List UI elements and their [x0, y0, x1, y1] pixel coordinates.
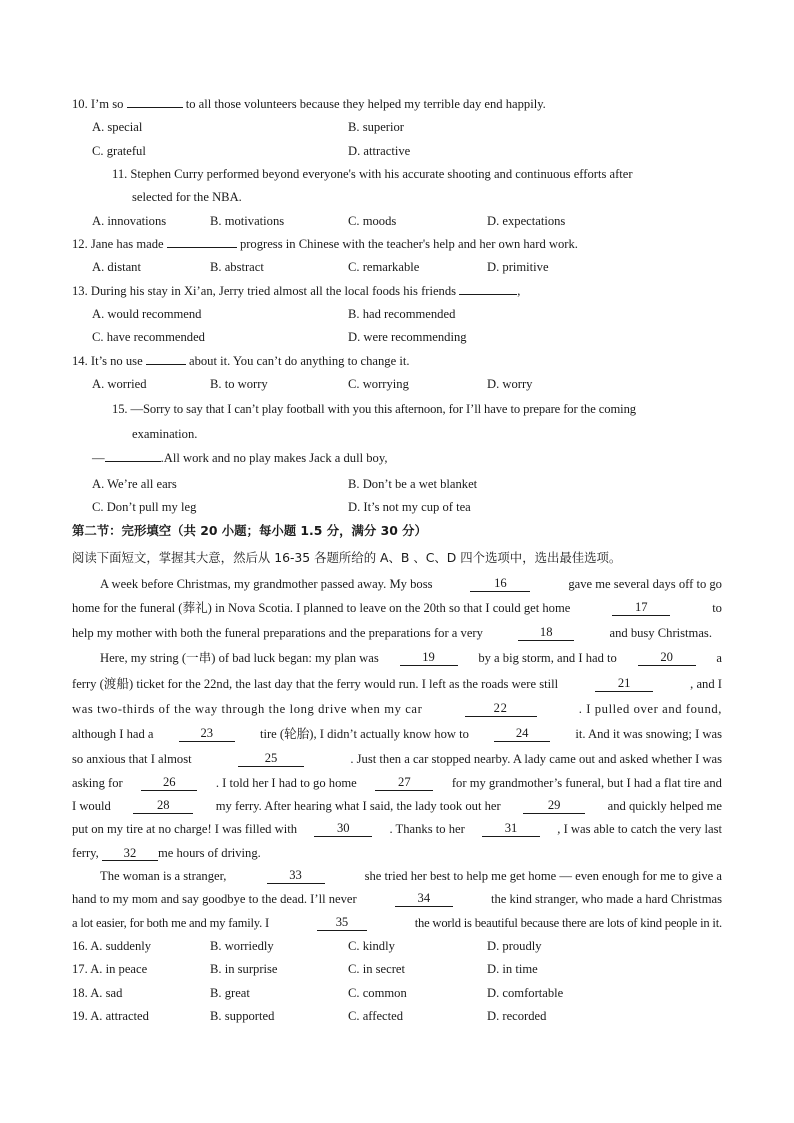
q19-option-a: 19. A. attracted — [72, 1009, 149, 1023]
q13-option-d: D. were recommending — [348, 330, 467, 344]
q10-option-b: B. superior — [348, 120, 404, 134]
q11-option-b: B. motivations — [210, 214, 285, 228]
blank-25: 25 — [238, 751, 304, 767]
passage-p2-line2: ferry (渡船) ticket for the 22nd, the last day that the ferry would run. I left as the roads were still 21 , and I — [72, 676, 722, 691]
q19-option-b: B. supported — [210, 1009, 275, 1023]
passage-p2-line3: was two-thirds of the way through the long drive when my car 22 . I pulled over and found, — [72, 701, 722, 716]
q15-stem-line3: — .All work and no play makes Jack a dull boy, — [92, 451, 388, 465]
passage-p1-line1: A week before Christmas, my grandmother passed away. My boss 16 gave me several days off to go — [100, 576, 722, 591]
q13-stem: 13. During his stay in Xi’an, Jerry tried almost all the local foods his friends , — [72, 284, 521, 298]
section-title: 第二节：完形填空（共 20 小题；每小题 1.5 分，满分 30 分） — [72, 523, 427, 538]
q18-option-b: B. great — [210, 986, 250, 1000]
passage-p2-line9: ferry, 32 me hours of driving. — [72, 846, 261, 860]
blank-28: 28 — [133, 798, 193, 814]
q14-stem: 14. It’s no use about it. You can’t do anything to change it. — [72, 354, 410, 368]
q17-option-d: D. in time — [487, 962, 538, 976]
q13-blank — [459, 294, 517, 295]
q11-option-c: C. moods — [348, 214, 397, 228]
q18-option-c: C. common — [348, 986, 407, 1000]
blank-24: 24 — [494, 726, 550, 742]
q15-stem-line1: 15. —Sorry to say that I can’t play football with you this afternoon, for I’ll have to prepare for the coming — [112, 402, 636, 416]
q15-option-b: B. Don’t be a wet blanket — [348, 477, 478, 491]
q11-option-d: D. expectations — [487, 214, 566, 228]
q14-option-c: C. worrying — [348, 377, 409, 391]
q10-stem: 10. I’m so to all those volunteers because they helped my terrible day end happily. — [72, 97, 546, 111]
q17-option-c: C. in secret — [348, 962, 406, 976]
blank-16: 16 — [470, 576, 530, 592]
q10-blank — [127, 107, 183, 108]
blank-35: 35 — [317, 915, 367, 931]
blank-31: 31 — [482, 821, 540, 837]
q11-option-a: A. innovations — [92, 214, 167, 228]
blank-26: 26 — [141, 775, 197, 791]
q14-option-d: D. worry — [487, 377, 533, 391]
blank-30: 30 — [314, 821, 372, 837]
q15-option-a: A. We’re all ears — [92, 477, 177, 491]
passage-p2-line1: Here, my string (一串) of bad luck began: my plan was 19 by a big storm, and I had to 20 a — [100, 650, 722, 665]
q17-option-b: B. in surprise — [210, 962, 278, 976]
blank-17: 17 — [612, 600, 670, 616]
blank-32: 32 — [102, 846, 158, 861]
q11-stem-line2: selected for the NBA. — [132, 190, 242, 204]
q16-option-d: D. proudly — [487, 939, 542, 953]
q12-option-b: B. abstract — [210, 260, 264, 274]
q10-option-c: C. grateful — [92, 144, 146, 158]
q17-option-a: 17. A. in peace — [72, 962, 148, 976]
passage-p2-line6: asking for 26 . I told her I had to go home 27 for my grandmother’s funeral, but I had a flat tire and — [72, 775, 722, 790]
q15-option-d: D. It’s not my cup of tea — [348, 500, 471, 514]
passage-p3-line3: a lot easier, for both me and my family. I 35 the world is beautiful because there are lots of kind people in it. — [72, 915, 722, 930]
q16-option-b: B. worriedly — [210, 939, 274, 953]
q12-blank — [167, 247, 237, 248]
q16-option-a: 16. A. suddenly — [72, 939, 152, 953]
q13-option-b: B. had recommended — [348, 307, 456, 321]
passage-p2-line8: put on my tire at no charge! I was filled with 30 . Thanks to her 31 , I was able to catch the very last — [72, 821, 722, 836]
q15-blank — [105, 461, 161, 462]
q16-option-c: C. kindly — [348, 939, 395, 953]
passage-p1-line3: help my mother with both the funeral preparations and the preparations for a very 18 and busy Christmas. — [72, 625, 712, 640]
blank-34: 34 — [395, 891, 453, 907]
blank-22: 22 — [465, 701, 537, 717]
q15-stem-line2: examination. — [132, 427, 198, 441]
passage-p2-line4: although I had a 23 tire (轮胎), I didn’t actually know how to 24 it. And it was snowing; I was — [72, 726, 722, 741]
section-instruction: 阅读下面短文，掌握其大意，然后从 16-35 各题所给的 A、B 、C、D 四个选项中，选出最佳选项。 — [72, 550, 622, 565]
q19-option-c: C. affected — [348, 1009, 404, 1023]
q15-option-c: C. Don’t pull my leg — [92, 500, 197, 514]
passage-p2-line7: I would 28 my ferry. After hearing what I said, the lady took out her 29 and quickly helped me — [72, 798, 722, 813]
blank-21: 21 — [595, 676, 653, 692]
blank-27: 27 — [375, 775, 433, 791]
blank-33: 33 — [267, 868, 325, 884]
blank-20: 20 — [638, 650, 696, 666]
q13-option-c: C. have recommended — [92, 330, 205, 344]
q10-option-d: D. attractive — [348, 144, 411, 158]
q14-option-b: B. to worry — [210, 377, 268, 391]
q14-blank — [146, 364, 186, 365]
q12-option-d: D. primitive — [487, 260, 549, 274]
q13-option-a: A. would recommend — [92, 307, 202, 321]
passage-p1-line2: home for the funeral (葬礼) in Nova Scotia. I planned to leave on the 20th so that I could get home 17 to — [72, 600, 722, 615]
q11-stem-line1: 11. Stephen Curry performed beyond everyone's with his accurate shooting and continuous efforts after — [112, 167, 633, 181]
q14-option-a: A. worried — [92, 377, 147, 391]
passage-p3-line2: hand to my mom and say goodbye to the dead. I’ll never 34 the kind stranger, who made a hard Christmas — [72, 891, 722, 906]
blank-19: 19 — [400, 650, 458, 666]
q12-option-a: A. distant — [92, 260, 141, 274]
passage-p2-line5: so anxious that I almost 25 . Just then a car stopped nearby. A lady came out and asked whether I was — [72, 751, 722, 766]
blank-29: 29 — [523, 798, 585, 814]
q18-option-d: D. comfortable — [487, 986, 564, 1000]
q18-option-a: 18. A. sad — [72, 986, 123, 1000]
blank-23: 23 — [179, 726, 235, 742]
q12-option-c: C. remarkable — [348, 260, 420, 274]
q10-option-a: A. special — [92, 120, 143, 134]
blank-18: 18 — [518, 625, 574, 641]
q19-option-d: D. recorded — [487, 1009, 547, 1023]
passage-p3-line1: The woman is a stranger, 33 she tried her best to help me get home — even enough for me to give a — [100, 868, 722, 883]
q12-stem: 12. Jane has made progress in Chinese with the teacher's help and her own hard work. — [72, 237, 578, 251]
